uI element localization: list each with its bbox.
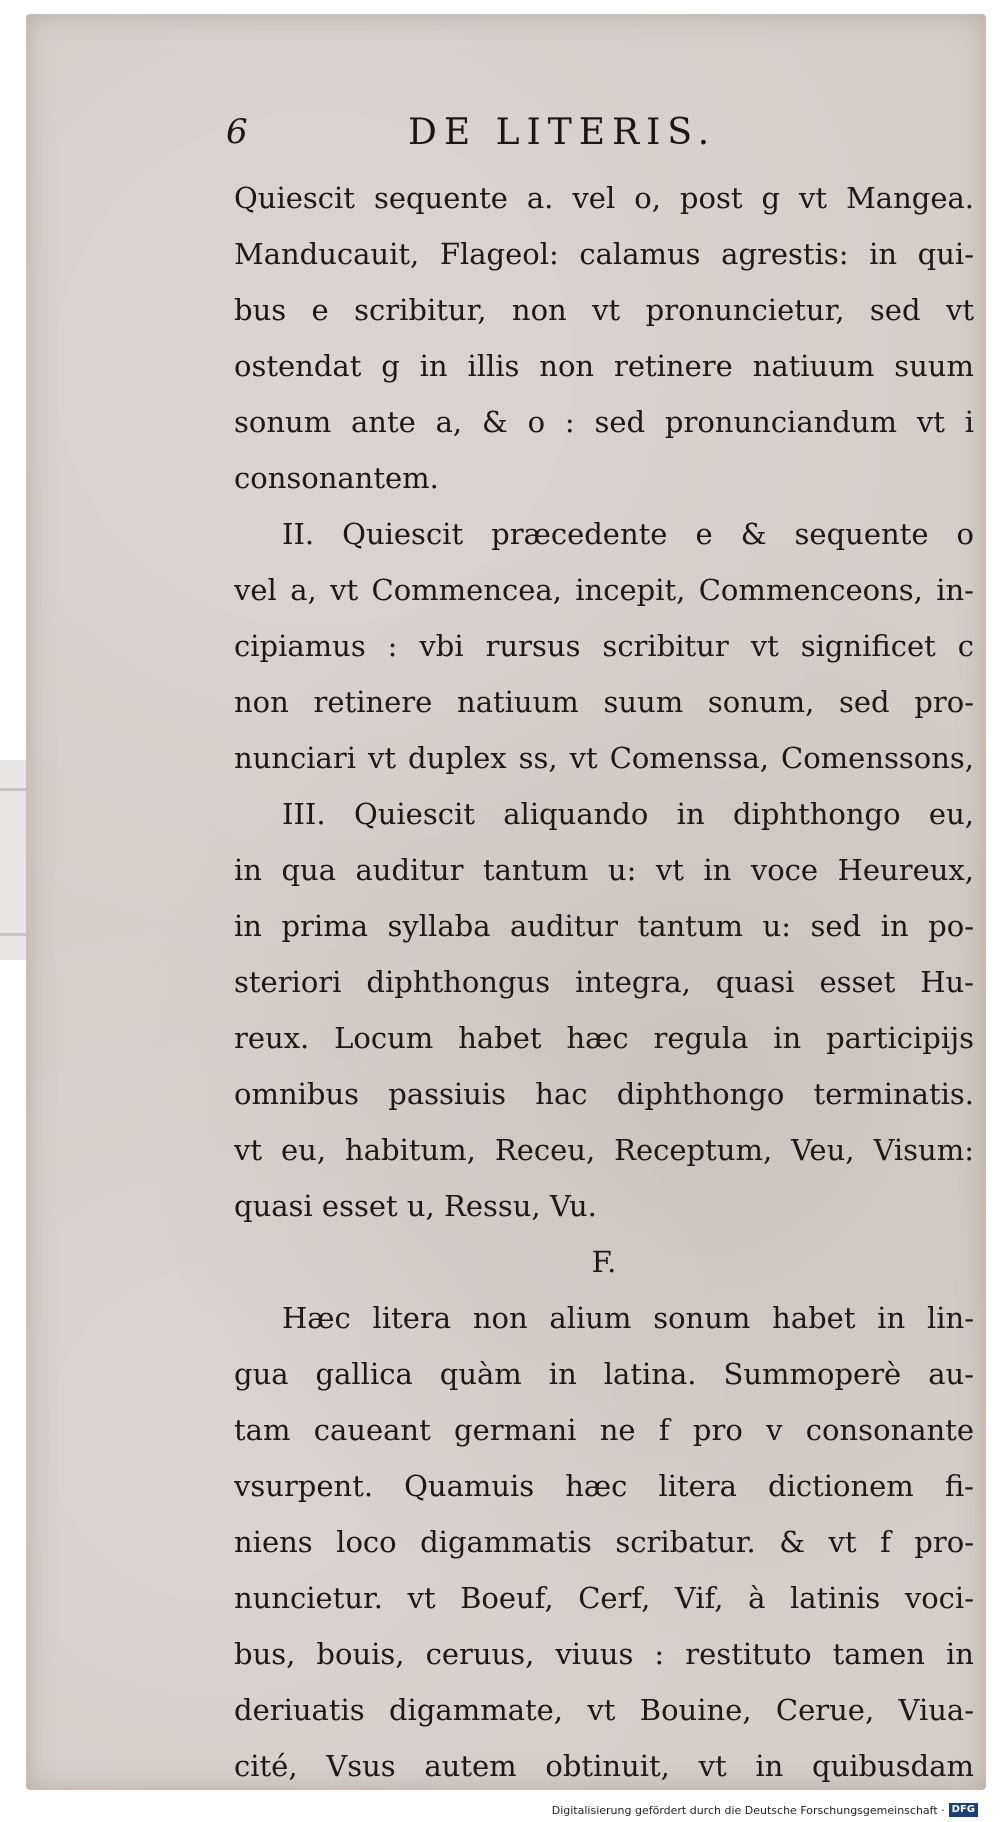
page-number: 6: [226, 112, 248, 152]
text-line: non retinere natiuum suum sonum, sed pro-: [234, 685, 974, 719]
text-line: Quiescit sequente a. vel o, post g vt Mangea.: [234, 181, 974, 215]
text-line: niens loco digammatis scribatur. & vt f pro-: [234, 1525, 974, 1559]
text-line: omnibus passiuis hac diphthongo terminatis.: [234, 1077, 974, 1111]
text-line: II. Quiescit præcedente e & sequente o: [282, 517, 974, 551]
text-line: cipiamus : vbi rursus scribitur vt significet c: [234, 629, 974, 663]
dfg-logo-icon: DFG: [949, 1803, 978, 1817]
text-line: nuncietur. vt Boeuf, Cerf, Vif, à latinis voci-: [234, 1581, 974, 1615]
section-heading: F.: [591, 1245, 617, 1279]
text-line: ostendat g in illis non retinere natiuum suum: [234, 349, 974, 383]
text-line: sonum ante a, & o : sed pronunciandum vt i: [234, 405, 974, 439]
text-line: tam caueant germani ne f pro v consonante: [234, 1413, 974, 1447]
digitization-footer: [552, 1803, 978, 1817]
text-line: bus e scribitur, non vt pronuncietur, sed vt: [234, 293, 974, 327]
text-line: deriuatis digammate, vt Bouine, Cerue, Viua-: [234, 1693, 974, 1727]
text-line: consonantem.: [234, 461, 439, 495]
running-title: DE LITERIS.: [408, 112, 717, 153]
text-line: in qua auditur tantum u: vt in voce Heureux,: [234, 853, 974, 887]
text-line: cité, Vsus autem obtinuit, vt in quibusdam: [234, 1749, 974, 1783]
text-line: vel a, vt Commencea, incepit, Commenceons, in-: [234, 573, 974, 607]
text-line: bus, bouis, ceruus, viuus : restituto tamen in: [234, 1637, 974, 1671]
text-line: nunciari vt duplex ss, vt Comenssa, Comenssons,: [234, 741, 974, 775]
text-line: steriori diphthongus integra, quasi esset Hu-: [234, 965, 974, 999]
text-line: Hæc litera non alium sonum habet in lin-: [282, 1301, 974, 1335]
text-line: gua gallica quàm in latina. Summoperè au-: [234, 1357, 974, 1391]
text-line: quasi esset u, Ressu, Vu.: [234, 1189, 597, 1223]
text-line: III. Quiescit aliquando in diphthongo eu,: [282, 797, 974, 831]
page-header: [226, 112, 1000, 160]
text-line: in prima syllaba auditur tantum u: sed in po-: [234, 909, 974, 943]
text-line: vsurpent. Quamuis hæc litera dictionem fi-: [234, 1469, 974, 1503]
text-line: Manducauit, Flageol: calamus agrestis: in qui-: [234, 237, 974, 271]
text-line: reux. Locum habet hæc regula in participijs: [234, 1021, 974, 1055]
text-line: vt eu, habitum, Receu, Receptum, Veu, Visum:: [234, 1133, 974, 1167]
funding-credit: Digitalisierung gefördert durch die Deutsche Forschungsgemeinschaft ·: [551, 1803, 945, 1817]
